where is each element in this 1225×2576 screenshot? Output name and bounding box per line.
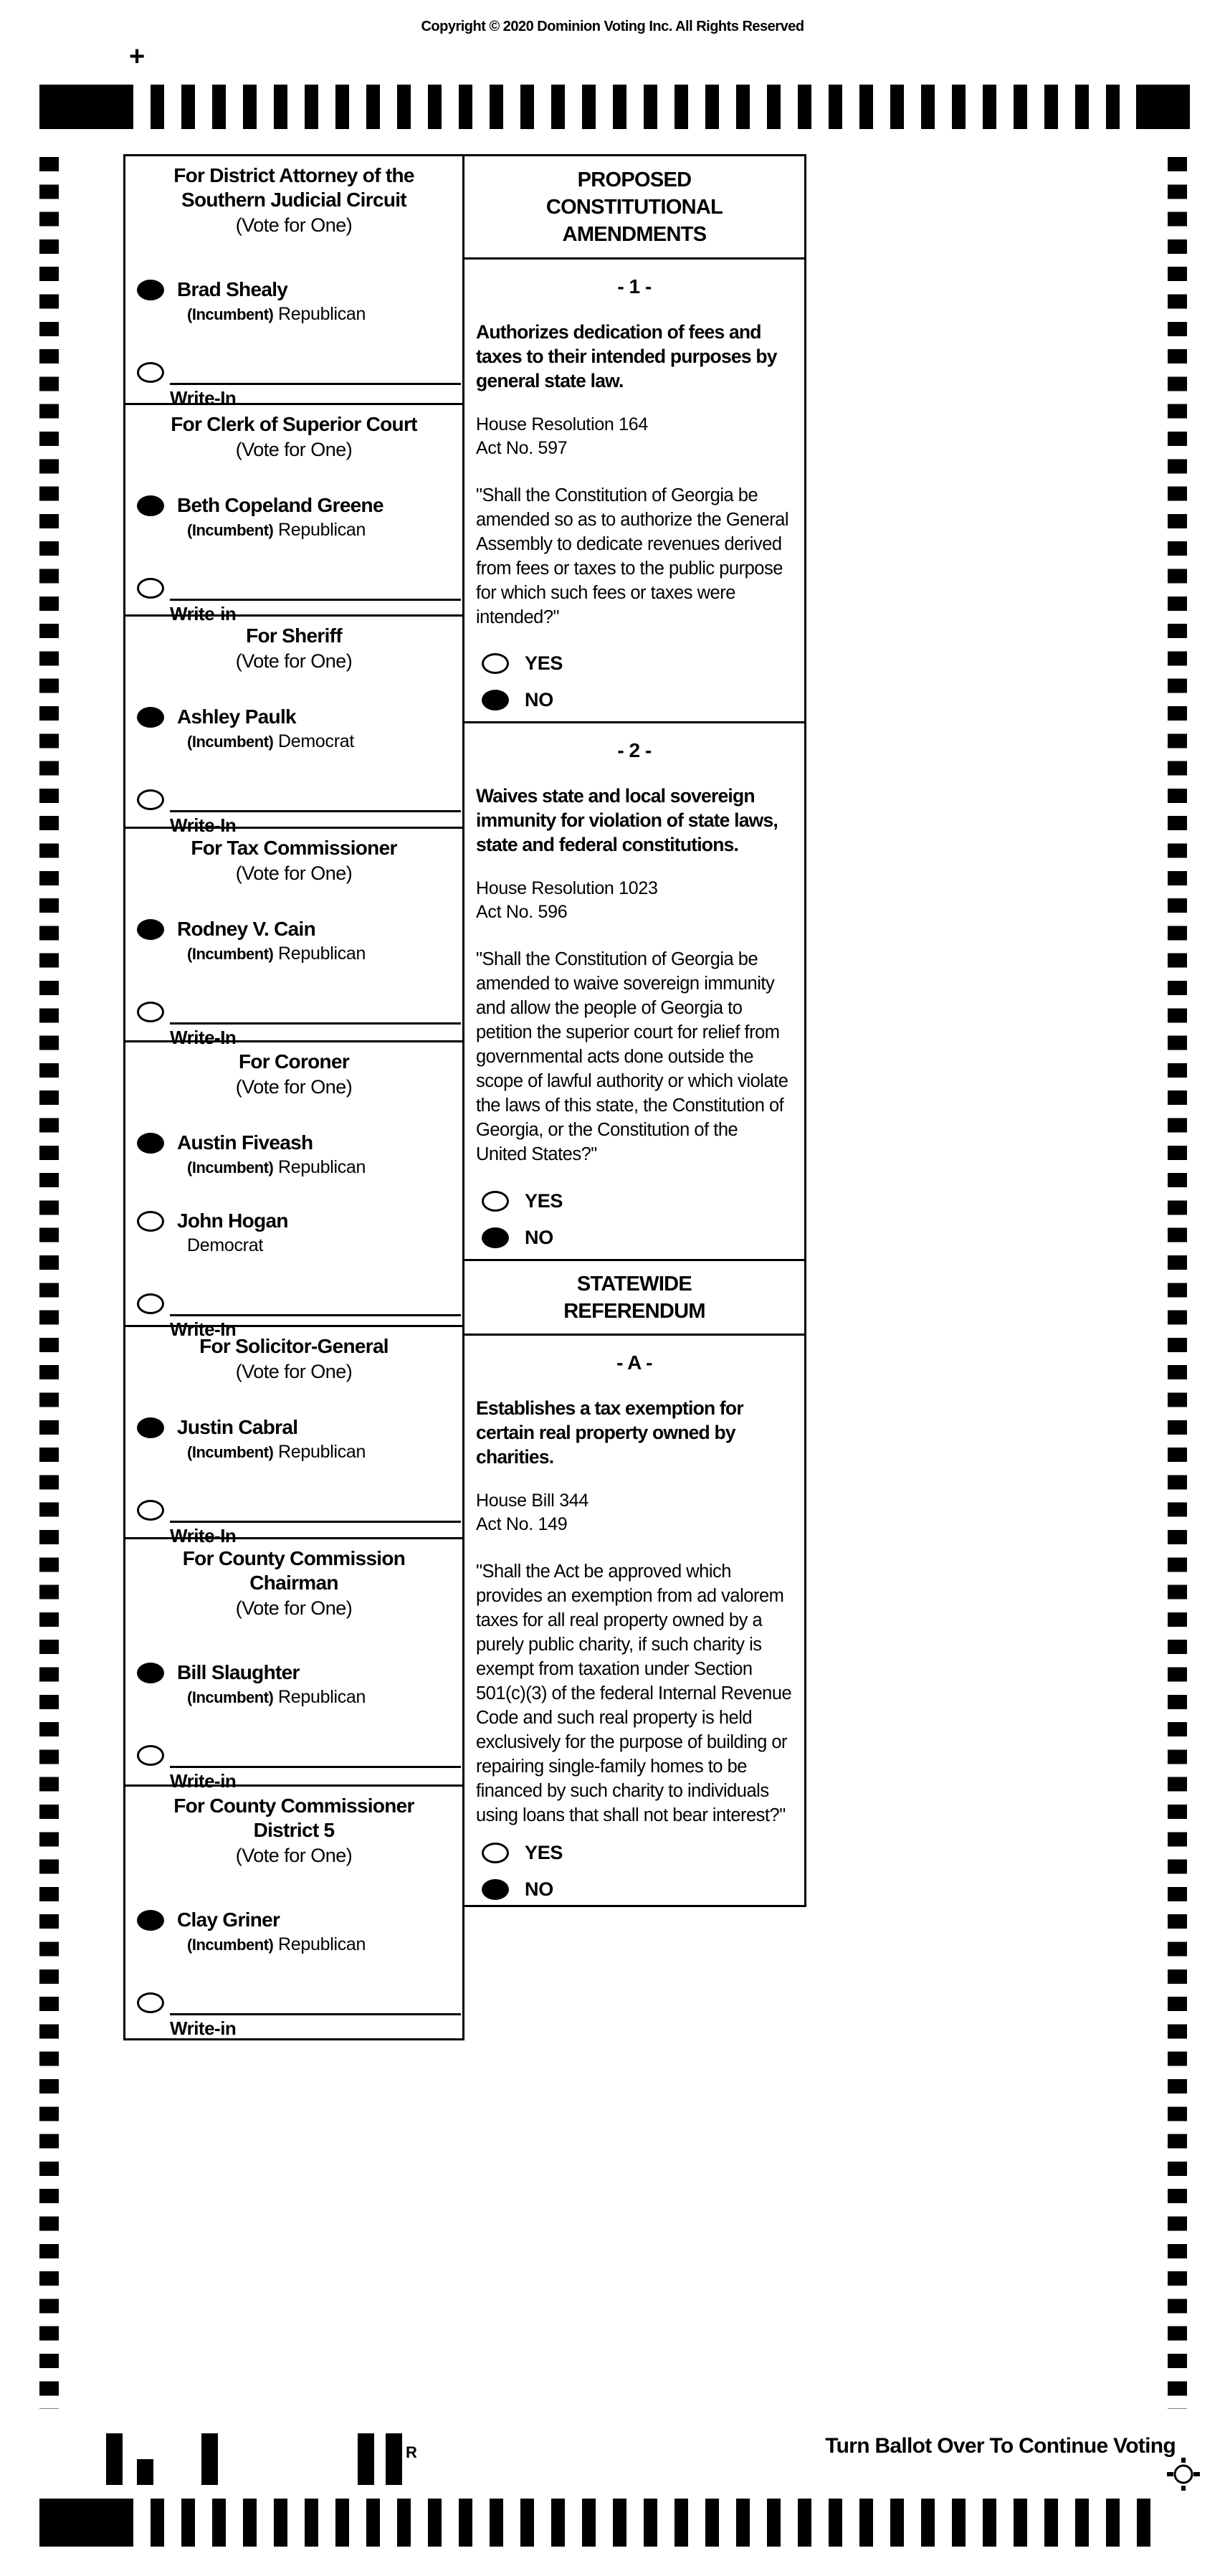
contest-title: For Solicitor-General <box>199 1335 389 1357</box>
write-in-area[interactable] <box>170 383 461 409</box>
measure-question: "Shall the Constitution of Georgia be amended so as to authorize the General Assembly to dedicate revenues derived from fees or taxes to the public purpose for which such fees or taxes were intended?" <box>476 485 789 627</box>
vote-oval[interactable] <box>137 1133 164 1154</box>
timing-mark-column-right <box>1168 157 1187 2409</box>
measure-option-row <box>476 1227 793 1249</box>
candidate-party: Republican <box>278 1442 366 1462</box>
ballot-code-mark <box>137 2459 153 2485</box>
vote-oval[interactable] <box>137 919 164 940</box>
vote-for-one-instruction: (Vote for One) <box>235 214 353 236</box>
write-in-label: Write-In <box>170 1318 237 1340</box>
candidate-name: Bill Slaughter <box>177 1661 300 1683</box>
candidate-detail <box>187 944 366 964</box>
write-in-oval[interactable] <box>137 789 164 810</box>
measure-reference-line: Act No. 597 <box>476 438 568 458</box>
incumbent-label: (Incumbent) <box>187 1936 274 1954</box>
contest-title: For District Attorney of the <box>173 164 414 186</box>
vote-oval[interactable] <box>482 653 509 674</box>
candidate-row <box>125 1661 462 1708</box>
vote-oval[interactable] <box>137 495 164 516</box>
measure-reference-line: House Resolution 1023 <box>476 878 658 898</box>
vote-for-one-instruction: (Vote for One) <box>235 439 353 460</box>
write-in-label: Write-In <box>170 814 237 836</box>
measure-number: - A - <box>616 1351 652 1374</box>
contest-box <box>123 1040 464 1340</box>
vote-oval[interactable] <box>482 1843 509 1863</box>
measure-box <box>462 257 806 723</box>
contest-box <box>123 154 464 409</box>
write-in-oval[interactable] <box>137 362 164 383</box>
candidate-text <box>177 278 366 325</box>
measure-references <box>476 1489 793 1536</box>
option-label: YES <box>525 1190 563 1212</box>
section-header-line: STATEWIDE <box>576 1272 692 1296</box>
write-in-area[interactable] <box>170 810 461 837</box>
candidate-detail <box>187 304 366 325</box>
section-header-line: REFERENDUM <box>563 1299 705 1323</box>
option-label: YES <box>525 1842 563 1863</box>
write-in-oval[interactable] <box>137 1500 164 1521</box>
write-in-oval-row <box>125 578 462 599</box>
section-header-line: PROPOSED <box>577 168 692 191</box>
measure-summary: Waives state and local sovereign immunity for violation of state laws, state and federal constitutions. <box>476 785 778 855</box>
measure-question: "Shall the Act be approved which provides an exemption from ad valorem taxes for all real property owned by a purely public charity, if such charity is exempt from taxation under Section 501(c)(3) of the federal Internal Revenue Code and such real property is held exclusively for the purpose of building or repairing single-family homes to be financed by such charity to individuals using loans that shall not bear interest?" <box>476 1562 792 1825</box>
measure-number: - 2 - <box>617 739 652 761</box>
write-in-area[interactable] <box>170 1022 461 1049</box>
section-header-line: CONSTITUTIONAL <box>545 195 723 219</box>
measure-section-header <box>462 154 806 260</box>
timing-mark-row-bottom <box>120 2499 1155 2547</box>
vote-oval[interactable] <box>137 280 164 300</box>
incumbent-label: (Incumbent) <box>187 1688 274 1706</box>
contest-box <box>123 1784 464 2040</box>
measure-question: "Shall the Constitution of Georgia be amended to waive sovereign immunity and allow the people of Georgia to petition the superior court for relief from governmental acts done outside the scope of lawful authority or which violate the laws of this state, the Constitution of Georgia, or the Constitution of the United States?" <box>476 949 788 1164</box>
candidate-name: Brad Shealy <box>177 278 288 300</box>
candidate-party: Republican <box>278 1934 366 1954</box>
write-in-label: Write-In <box>170 387 237 409</box>
measure-box <box>462 721 806 1261</box>
contests-column <box>123 154 464 2040</box>
measure-box <box>462 1334 806 1907</box>
contest-title: For Coroner <box>238 1050 350 1073</box>
ballot-code-mark <box>106 2433 123 2485</box>
measure-reference-line: House Bill 344 <box>476 1491 589 1511</box>
write-in-area[interactable] <box>170 599 461 625</box>
candidate-text <box>177 1131 366 1178</box>
copyright-text: Copyright © 2020 Dominion Voting Inc. All Rights Reserved <box>421 19 804 34</box>
write-in-label: Write-in <box>170 1770 237 1792</box>
vote-oval[interactable] <box>137 707 164 728</box>
measure-option-row <box>476 1878 793 1901</box>
write-in-area[interactable] <box>170 1521 461 1547</box>
candidate-name: Ashley Paulk <box>177 705 296 728</box>
contest-box <box>123 403 464 624</box>
candidate-text <box>177 705 354 752</box>
candidate-text <box>177 1661 366 1708</box>
write-in-area[interactable] <box>170 1766 461 1792</box>
vote-for-one-instruction: (Vote for One) <box>235 1845 353 1866</box>
measure-number: - 1 - <box>617 275 652 298</box>
candidate-party: Republican <box>278 944 366 964</box>
timing-mark-row-top <box>120 85 1136 129</box>
vote-oval[interactable] <box>482 1227 509 1248</box>
vote-oval[interactable] <box>482 1191 509 1212</box>
incumbent-label: (Incumbent) <box>187 1443 274 1461</box>
vote-for-one-instruction: (Vote for One) <box>235 1597 353 1619</box>
contest-title: For Tax Commissioner <box>191 837 397 859</box>
candidate-detail <box>187 1934 366 1955</box>
candidate-name: Clay Griner <box>177 1909 280 1931</box>
incumbent-label: (Incumbent) <box>187 733 274 751</box>
vote-for-one-instruction: (Vote for One) <box>235 650 353 672</box>
option-label: NO <box>525 1878 553 1900</box>
contest-title: Southern Judicial Circuit <box>181 189 406 211</box>
measure-reference-line: Act No. 596 <box>476 902 568 922</box>
candidate-party: Republican <box>278 304 366 324</box>
candidate-text <box>177 1909 366 1955</box>
incumbent-label: (Incumbent) <box>187 305 274 323</box>
candidate-text <box>177 494 383 541</box>
write-in-oval[interactable] <box>137 578 164 599</box>
write-in-area[interactable] <box>170 2013 461 2040</box>
timing-mark-block <box>1136 85 1190 129</box>
ballot-code-mark <box>386 2433 402 2485</box>
candidate-row <box>125 1131 462 1178</box>
candidate-detail <box>187 1235 288 1256</box>
write-in-label: Write-In <box>170 1027 237 1048</box>
write-in-label: Write-in <box>170 603 237 624</box>
measure-summary: Establishes a tax exemption for certain real property owned by charities. <box>476 1397 743 1468</box>
vote-oval[interactable] <box>137 1910 164 1931</box>
candidate-party: Republican <box>278 520 366 540</box>
vote-for-one-instruction: (Vote for One) <box>235 1361 353 1382</box>
option-label: YES <box>525 652 563 674</box>
candidate-detail <box>187 1157 366 1178</box>
registration-letter: R <box>406 2443 417 2461</box>
write-in-oval-row <box>125 1992 462 2013</box>
measure-options <box>476 1176 793 1259</box>
contest-box <box>123 614 464 836</box>
candidate-row <box>125 1909 462 1955</box>
candidate-name: Justin Cabral <box>177 1416 298 1438</box>
candidate-party: Democrat <box>187 1235 263 1255</box>
timing-mark-column-left <box>39 157 59 2409</box>
timing-mark-block <box>39 2499 120 2547</box>
option-label: NO <box>525 1227 553 1248</box>
measure-option-row <box>476 652 793 675</box>
candidate-name: Rodney V. Cain <box>177 918 315 940</box>
measures-column <box>462 154 806 1907</box>
ballot-code-mark <box>201 2433 218 2485</box>
candidate-name: John Hogan <box>177 1209 288 1232</box>
write-in-oval-row <box>125 789 462 810</box>
contest-title: For County Commissioner <box>173 1795 414 1817</box>
measure-options <box>476 638 793 721</box>
write-in-oval-row <box>125 1002 462 1022</box>
measure-reference-line: Act No. 149 <box>476 1514 568 1534</box>
contest-title: For Clerk of Superior Court <box>171 413 417 435</box>
candidate-party: Republican <box>278 1157 366 1177</box>
candidate-row <box>125 278 462 325</box>
candidate-text <box>177 918 366 964</box>
write-in-oval-row <box>125 1293 462 1314</box>
write-in-label: Write-In <box>170 1525 237 1546</box>
contest-title: For County Commission <box>182 1547 406 1569</box>
measure-option-row <box>476 1190 793 1212</box>
candidate-row <box>125 1209 462 1256</box>
candidate-row <box>125 1416 462 1463</box>
turn-ballot-over-instruction: Turn Ballot Over To Continue Voting <box>825 2434 1176 2458</box>
vote-oval[interactable] <box>137 1211 164 1232</box>
measure-options <box>476 1828 793 1911</box>
timing-mark-block <box>39 85 120 129</box>
write-in-oval-row <box>125 1500 462 1521</box>
candidate-detail <box>187 520 383 541</box>
write-in-oval[interactable] <box>137 1992 164 2013</box>
contest-box <box>123 1537 464 1792</box>
vote-oval[interactable] <box>137 1663 164 1683</box>
measure-option-row <box>476 1842 793 1864</box>
candidate-text <box>177 1416 366 1463</box>
registration-crosshair-icon <box>1167 2458 1200 2491</box>
registration-plus-mark: + <box>129 42 146 72</box>
write-in-label: Write-in <box>170 2017 237 2039</box>
write-in-oval[interactable] <box>137 1745 164 1766</box>
measure-section-header <box>462 1259 806 1336</box>
contest-box <box>123 1325 464 1546</box>
measure-reference-line: House Resolution 164 <box>476 414 648 434</box>
measure-references <box>476 413 793 460</box>
write-in-oval-row <box>125 362 462 383</box>
candidate-party: Republican <box>278 1687 366 1707</box>
measure-option-row <box>476 689 793 711</box>
candidate-row <box>125 918 462 964</box>
contest-box <box>123 827 464 1048</box>
measure-references <box>476 877 793 924</box>
measure-summary: Authorizes dedication of fees and taxes to their intended purposes by general state law. <box>476 321 777 391</box>
section-header-line: AMENDMENTS <box>562 222 707 246</box>
candidate-row <box>125 705 462 752</box>
option-label: NO <box>525 689 553 710</box>
candidate-detail <box>187 1687 366 1708</box>
write-in-oval[interactable] <box>137 1002 164 1022</box>
candidate-detail <box>187 731 354 752</box>
write-in-oval-row <box>125 1745 462 1766</box>
incumbent-label: (Incumbent) <box>187 1159 274 1177</box>
candidate-party: Democrat <box>278 731 355 751</box>
incumbent-label: (Incumbent) <box>187 945 274 963</box>
contest-title: For Sheriff <box>246 624 342 647</box>
candidate-name: Austin Fiveash <box>177 1131 313 1154</box>
candidate-detail <box>187 1442 366 1463</box>
candidate-row <box>125 494 462 541</box>
write-in-oval[interactable] <box>137 1293 164 1314</box>
vote-for-one-instruction: (Vote for One) <box>235 862 353 884</box>
vote-oval[interactable] <box>482 1879 509 1900</box>
vote-oval[interactable] <box>482 690 509 710</box>
vote-oval[interactable] <box>137 1417 164 1438</box>
ballot-code-mark <box>358 2433 374 2485</box>
candidate-name: Beth Copeland Greene <box>177 494 383 516</box>
vote-for-one-instruction: (Vote for One) <box>235 1076 353 1098</box>
incumbent-label: (Incumbent) <box>187 521 274 539</box>
contest-title: District 5 <box>253 1819 335 1841</box>
candidate-text <box>177 1209 288 1256</box>
contest-title: Chairman <box>249 1572 338 1594</box>
